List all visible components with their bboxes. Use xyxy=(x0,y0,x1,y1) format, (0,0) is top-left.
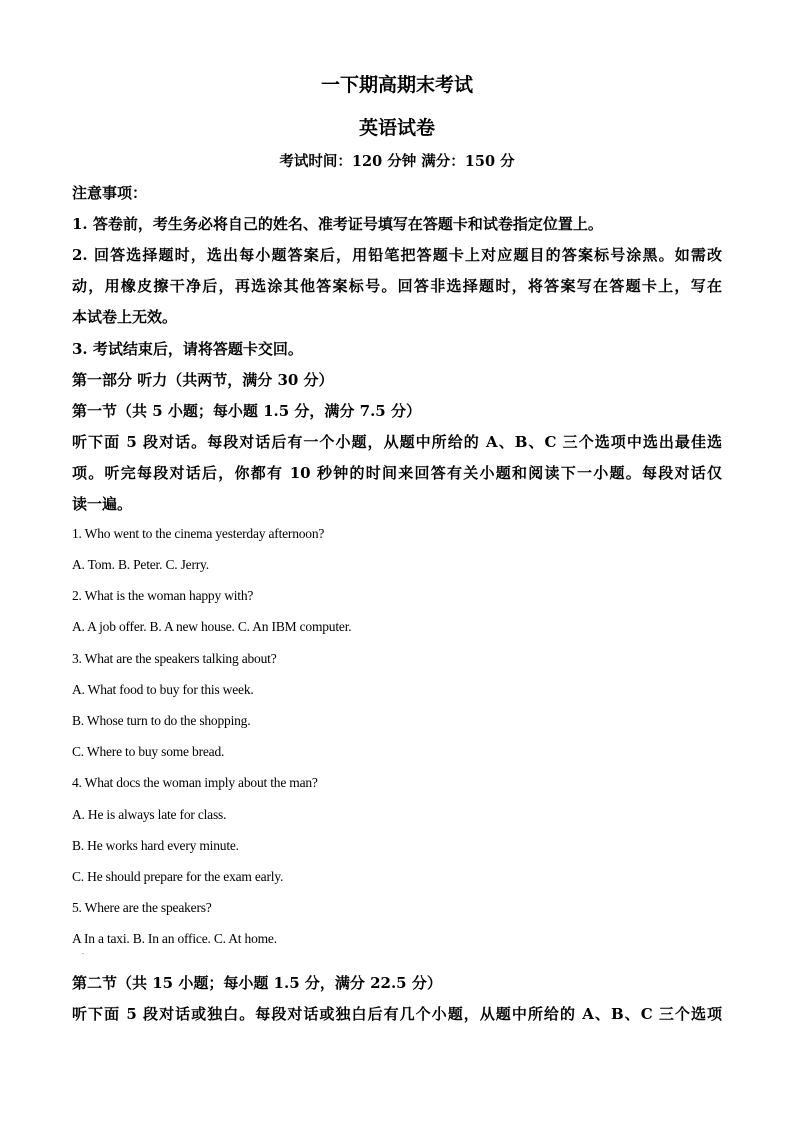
question-3: 3. What are the speakers talking about? xyxy=(72,651,277,666)
page-subtitle: 英语试卷 xyxy=(358,117,435,139)
stray-dot-mark: · xyxy=(82,951,84,958)
question-1-options: A. Tom. B. Peter. C. Jerry. xyxy=(72,557,209,572)
notice-item-2-line-2: 动，用橡皮擦干净后，再选涂其他答案标号。回答非选择题时，将答案写在答题卡上，写在 xyxy=(72,277,722,295)
notice-item-1: 1. 答卷前，考生务必将自己的姓名、准考证号填写在答题卡和试卷指定位置上。 xyxy=(72,215,603,233)
notice-heading: 注意事项： xyxy=(72,184,148,202)
section2-instruction-line-1: 听下面 5 段对话或独白。每段对话或独白后有几个小题，从题中所给的 A、B、C 三个选项 xyxy=(72,1005,722,1023)
notice-item-2-line-3: 本试卷上无效。 xyxy=(72,308,178,326)
section1-instruction-line-1: 听下面 5 段对话。每段对话后有一个小题，从题中所给的 A、B、C 三个选项中选出最佳选 xyxy=(72,433,722,451)
question-4-option-c: C. He should prepare for the exam early. xyxy=(72,869,284,884)
question-5-options: A In a taxi. B. In an office. C. At home. xyxy=(72,931,277,946)
question-3-option-c: C. Where to buy some bread. xyxy=(72,744,225,759)
question-4: 4. What docs the woman imply about the man? xyxy=(72,775,318,790)
exam-info: 考试时间：120 分钟 满分：150 分 xyxy=(279,153,515,170)
question-4-option-a: A. He is always late for class. xyxy=(72,807,227,822)
question-2-options: A. A job offer. B. A new house. C. An IBM computer. xyxy=(72,619,352,634)
section1-instruction-line-2: 项。听完每段对话后，你都有 10 秒钟的时间来回答有关小题和阅读下一小题。每段对话仅 xyxy=(72,464,722,482)
question-3-option-b: B. Whose turn to do the shopping. xyxy=(72,713,251,728)
question-3-option-a: A. What food to buy for this week. xyxy=(72,682,254,697)
question-5: 5. Where are the speakers? xyxy=(72,900,212,915)
notice-item-3: 3. 考试结束后，请将答题卡交回。 xyxy=(72,340,303,358)
question-1: 1. Who went to the cinema yesterday afternoon? xyxy=(72,526,325,541)
section1-instruction-line-3: 读一遍。 xyxy=(72,495,133,513)
notice-item-2-line-1: 2. 回答选择题时，选出每小题答案后，用铅笔把答题卡上对应题目的答案标号涂黑。如需改 xyxy=(72,246,722,264)
part1-heading: 第一部分 听力（共两节，满分 30 分） xyxy=(72,371,334,389)
question-2: 2. What is the woman happy with? xyxy=(72,588,254,603)
section2-heading: 第二节（共 15 小题；每小题 1.5 分，满分 22.5 分） xyxy=(72,974,442,992)
page-title: 一下期高期末考试 xyxy=(320,74,473,96)
question-4-option-b: B. He works hard every minute. xyxy=(72,838,239,853)
section1-heading: 第一节（共 5 小题；每小题 1.5 分，满分 7.5 分） xyxy=(72,402,421,420)
